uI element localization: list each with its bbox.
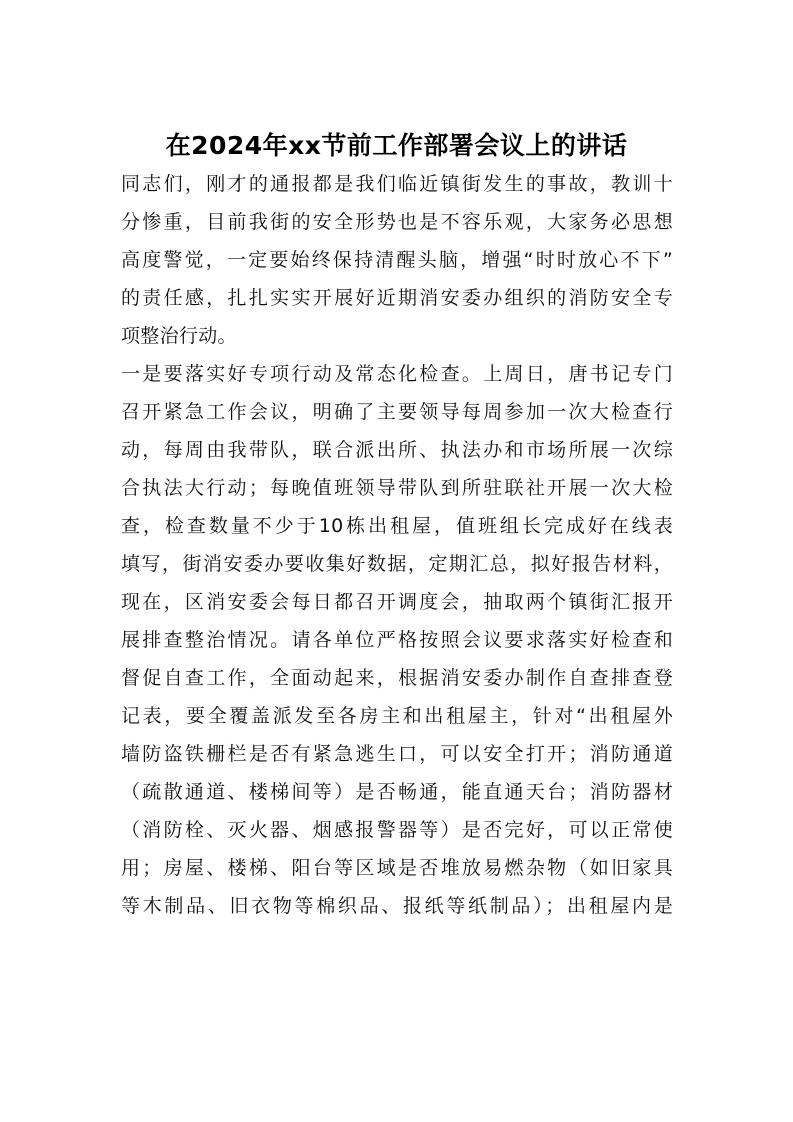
body-line: 动，每周由我带队，联合派出所、执法办和市场所展一次综 [121, 439, 673, 461]
body-line: 记表，要全覆盖派发至各房主和出租屋主，针对“出租屋外 [121, 705, 673, 727]
body-line: 的责任感，扎扎实实开展好近期消安委办组织的消防安全专 [121, 287, 673, 309]
body-line: （疏散通道、楼梯间等）是否畅通，能直通天台；消防器材 [121, 781, 673, 803]
body-line: 一是要落实好专项行动及常态化检查。上周日，唐书记专门 [121, 363, 673, 385]
body-line: 项整治行动。 [121, 325, 237, 347]
body-line: 等木制品、旧衣物等棉织品、报纸等纸制品）；出租屋内是 [121, 895, 673, 917]
body-line: 合执法大行动；每晚值班领导带队到所驻联社开展一次大检 [121, 477, 673, 499]
body-line: 高度警觉，一定要始终保持清醒头脑，增强“时时放心不下” [121, 249, 673, 271]
body-line: 墙防盗铁栅栏是否有紧急逃生口，可以安全打开；消防通道 [121, 743, 673, 765]
body-line: （消防栓、灭火器、烟感报警器等）是否完好，可以正常使 [121, 819, 673, 841]
body-line: 分惨重，目前我街的安全形势也是不容乐观，大家务必思想 [121, 211, 673, 233]
document-title: 在2024年xx节前工作部署会议上的讲话 [165, 131, 628, 160]
body-line: 展排查整治情况。请各单位严格按照会议要求落实好检查和 [121, 629, 673, 651]
body-line: 督促自查工作，全面动起来，根据消安委办制作自查排查登 [121, 667, 673, 689]
body-line: 用；房屋、楼梯、阳台等区域是否堆放易燃杂物（如旧家具 [121, 857, 673, 879]
document-body [121, 165, 673, 925]
body-line: 查，检查数量不少于10栋出租屋，值班组长完成好在线表 [121, 515, 673, 537]
body-line: 现在，区消安委会每日都召开调度会，抽取两个镇街汇报开 [121, 591, 673, 613]
body-line: 召开紧急工作会议，明确了主要领导每周参加一次大检查行 [121, 401, 673, 423]
body-line: 填写，街消安委办要收集好数据，定期汇总，拟好报告材料， [121, 553, 673, 575]
body-line: 同志们，刚才的通报都是我们临近镇街发生的事故，教训十 [121, 173, 673, 195]
